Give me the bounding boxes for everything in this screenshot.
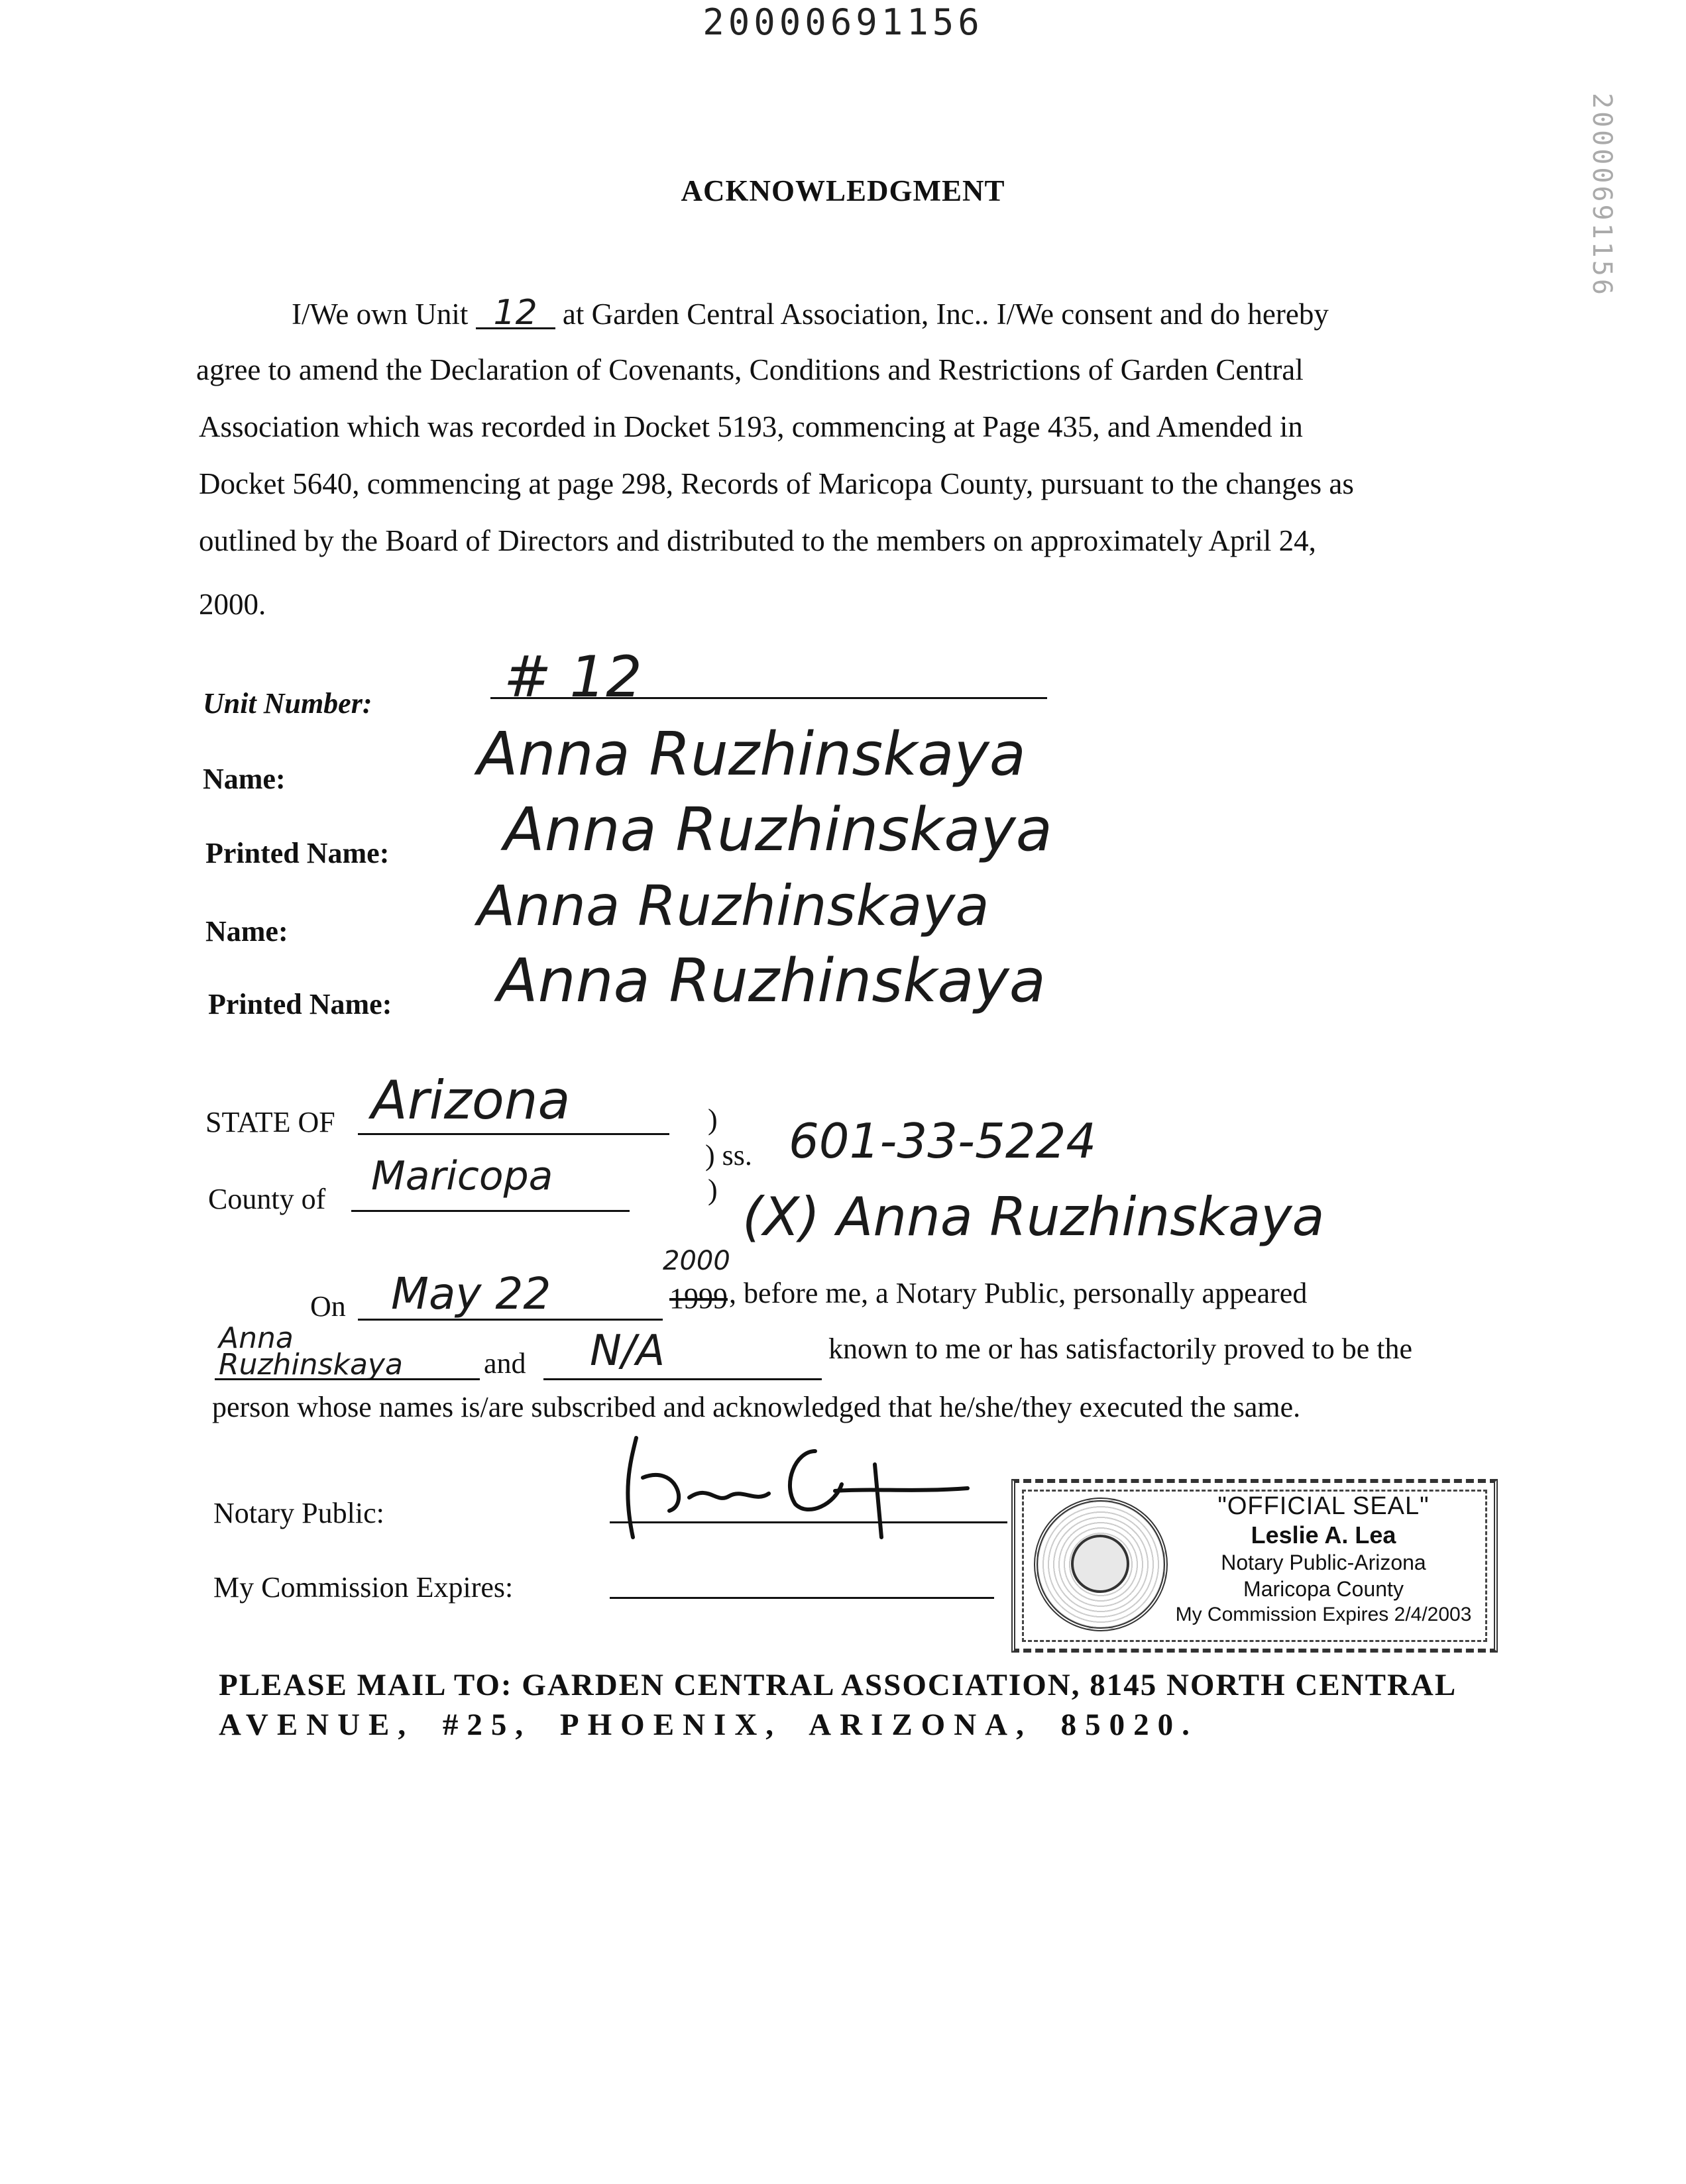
notary-public-label: Notary Public: [213,1497,384,1529]
printed-name-2-value: Anna Ruzhinskaya [497,946,1046,1016]
seal-county: Maricopa County [1243,1577,1404,1601]
unit-number-label: Unit Number: [203,687,372,720]
county-value: Maricopa [371,1153,553,1199]
notary-line-3: person whose names is/are subscribed and acknowledged that he/she/they executed the same. [212,1391,1301,1423]
signature-1: Anna Ruzhinskaya [477,720,1026,789]
body-line-4: Docket 5640, commencing at page 298, Records of Maricopa County, pursuant to the changes as [199,467,1354,500]
signature-2: Anna Ruzhinskaya [477,873,989,938]
unit-handwritten: 12 [476,298,555,329]
page-title: ACKNOWLEDGMENT [681,174,1005,207]
mail-line-1: PLEASE MAIL TO: GARDEN CENTRAL ASSOCIATION, 8145 NORTH CENTRAL [219,1668,1457,1702]
body-line-6: 2000. [199,588,266,621]
notary-line-2-rest: known to me or has satisfactorily proved to be the [828,1333,1413,1365]
body-line-1-post: at Garden Central Association, Inc.. I/We consent and do hereby [562,298,1329,331]
state-label: STATE OF [205,1106,335,1138]
county-paren: ) [708,1174,718,1206]
second-party: N/A [590,1327,665,1376]
printed-name-1-value: Anna Ruzhinskaya [504,795,1052,865]
county-line [351,1210,630,1212]
year-printed: 1999 [669,1282,728,1315]
name-1-label: Name: [203,763,286,795]
printed-name-1-label: Printed Name: [205,837,390,869]
seal-heading: "OFFICIAL SEAL" [1217,1492,1430,1520]
seal-notary-title: Notary Public-Arizona [1221,1551,1426,1574]
commission-label: My Commission Expires: [213,1571,514,1604]
ss-label: ) ss. [705,1139,752,1172]
on-label: On [310,1290,346,1323]
printed-name-2-label: Printed Name: [208,988,392,1020]
year-handwritten: 2000 [663,1246,730,1276]
notary-date: May 22 [391,1268,551,1319]
unit-number-line [490,697,1047,699]
body-line-3: Association which was recorded in Docket 5193, commencing at Page 435, and Amended in [199,410,1303,443]
second-party-line [543,1378,822,1380]
seal-expires: My Commission Expires 2/4/2003 [1175,1604,1472,1625]
notary-signature-line [610,1521,1007,1523]
state-line [358,1133,669,1135]
ssn-handwritten: 601-33-5224 [789,1113,1097,1169]
date-line [358,1319,663,1321]
name-2-label: Name: [205,915,288,948]
state-value: Arizona [371,1069,571,1131]
unit-number-value: # 12 [504,644,642,710]
notary-line-1-rest: , before me, a Notary Public, personally appeared [729,1277,1308,1309]
mail-line-2: AVENUE, #25, PHOENIX, ARIZONA, 85020. [219,1708,1198,1742]
body-line-2: agree to amend the Declaration of Covenants, Conditions and Restrictions of Garden Central [196,353,1304,386]
body-line-5: outlined by the Board of Directors and distributed to the members on approximately April 24, [199,524,1316,557]
notary-signature [596,1425,1021,1544]
appeared-name-line [215,1378,480,1380]
commission-line [610,1597,994,1599]
county-label: County of [208,1183,326,1215]
seal-notary-name: Leslie A. Lea [1251,1521,1396,1549]
body-line-1 [292,293,1329,333]
appeared-name: Anna Ruzhinskaya [219,1321,403,1382]
and-label: and [484,1347,526,1380]
side-stamp: 20000691156 [1587,93,1617,298]
body-line-1-pre: I/We own Unit [292,298,469,331]
official-seal [1011,1479,1498,1653]
state-seal-emblem [1034,1498,1168,1631]
mark-signature: (X) Anna Ruzhinskaya [742,1186,1325,1248]
state-paren: ) [708,1103,718,1136]
document-number: 20000691156 [702,1,984,43]
